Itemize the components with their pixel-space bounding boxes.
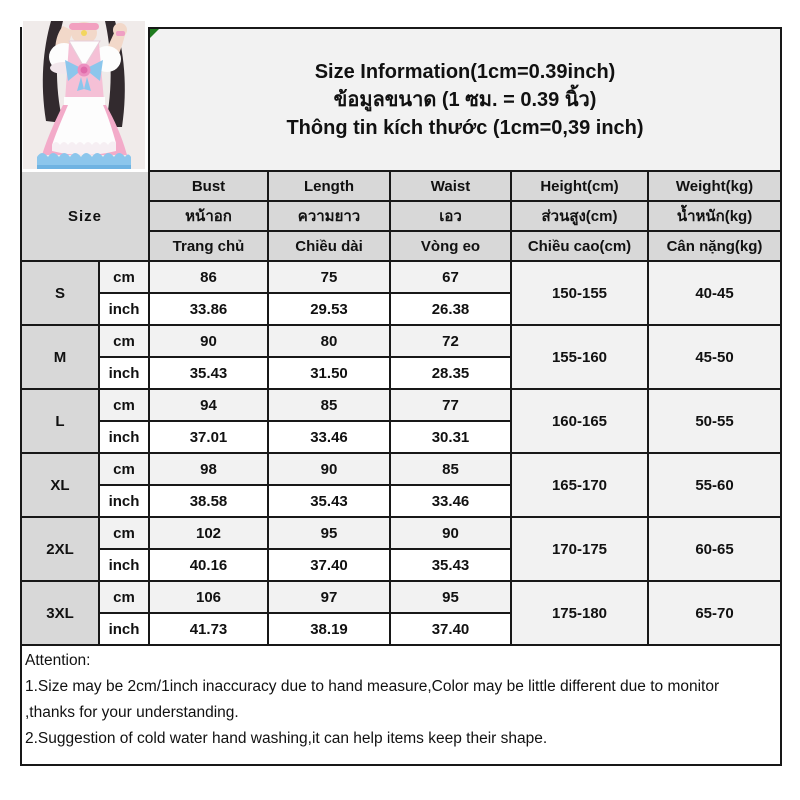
- unit-cell: inch: [99, 357, 149, 389]
- waist-value: 90: [390, 517, 511, 549]
- col-header-bust-th: หน้าอก: [149, 201, 268, 231]
- length-value: 31.50: [268, 357, 390, 389]
- length-value: 80: [268, 325, 390, 357]
- size-row-2xl-cm: [21, 517, 781, 549]
- green-corner-marker-icon: [150, 29, 159, 38]
- col-header-length-en: Length: [268, 171, 390, 201]
- waist-value: 72: [390, 325, 511, 357]
- col-header-height-th: ส่วนสูง(cm): [511, 201, 648, 231]
- length-value: 75: [268, 261, 390, 293]
- attention-heading: Attention:: [25, 652, 91, 669]
- bust-value: 94: [149, 389, 268, 421]
- unit-cell: cm: [99, 261, 149, 293]
- col-header-height-en: Height(cm): [511, 171, 648, 201]
- length-value: 33.46: [268, 421, 390, 453]
- length-value: 37.40: [268, 549, 390, 581]
- length-value: 95: [268, 517, 390, 549]
- size-row-3xl-cm: [21, 581, 781, 613]
- col-header-length-vi: Chiều dài: [268, 231, 390, 261]
- height-range: 150-155: [511, 261, 648, 325]
- weight-range: 45-50: [648, 325, 781, 389]
- size-row-l-cm: [21, 389, 781, 421]
- waist-value: 28.35: [390, 357, 511, 389]
- col-header-waist-th: เอว: [390, 201, 511, 231]
- length-value: 38.19: [268, 613, 390, 645]
- bust-value: 33.86: [149, 293, 268, 325]
- col-header-weight-vi: Cân nặng(kg): [648, 231, 781, 261]
- col-header-waist-vi: Vòng eo: [390, 231, 511, 261]
- attention-note: [21, 645, 781, 765]
- col-header-weight-th: น้ำหนัก(kg): [648, 201, 781, 231]
- attention-row: [21, 645, 781, 765]
- title-cell: [149, 28, 781, 171]
- size-label-cell: S: [21, 261, 99, 325]
- unit-cell: inch: [99, 613, 149, 645]
- waist-value: 26.38: [390, 293, 511, 325]
- height-range: 155-160: [511, 325, 648, 389]
- col-header-height-vi: Chiều cao(cm): [511, 231, 648, 261]
- bust-value: 102: [149, 517, 268, 549]
- length-value: 90: [268, 453, 390, 485]
- col-header-waist-en: Waist: [390, 171, 511, 201]
- size-label-cell: L: [21, 389, 99, 453]
- waist-value: 30.31: [390, 421, 511, 453]
- bust-value: 90: [149, 325, 268, 357]
- col-header-bust-en: Bust: [149, 171, 268, 201]
- waist-value: 95: [390, 581, 511, 613]
- weight-range: 55-60: [648, 453, 781, 517]
- unit-cell: cm: [99, 581, 149, 613]
- size-row-xl-cm: [21, 453, 781, 485]
- bust-value: 106: [149, 581, 268, 613]
- header-row-en: [21, 171, 781, 201]
- weight-range: 60-65: [648, 517, 781, 581]
- size-row-s-cm: [21, 261, 781, 293]
- unit-cell: cm: [99, 517, 149, 549]
- height-range: 175-180: [511, 581, 648, 645]
- height-range: 160-165: [511, 389, 648, 453]
- weight-range: 65-70: [648, 581, 781, 645]
- length-value: 97: [268, 581, 390, 613]
- waist-value: 67: [390, 261, 511, 293]
- attention-line-3: 2.Suggestion of cold water hand washing,it can help items keep their shape.: [25, 730, 548, 747]
- col-header-length-th: ความยาว: [268, 201, 390, 231]
- bust-value: 35.43: [149, 357, 268, 389]
- unit-cell: inch: [99, 485, 149, 517]
- unit-cell: cm: [99, 453, 149, 485]
- unit-cell: cm: [99, 325, 149, 357]
- size-row-m-cm: [21, 325, 781, 357]
- attention-line-1: 1.Size may be 2cm/1inch inaccuracy due to hand measure,Color may be little different due to monitor: [25, 678, 720, 695]
- waist-value: 85: [390, 453, 511, 485]
- weight-range: 50-55: [648, 389, 781, 453]
- col-header-bust-vi: Trang chủ: [149, 231, 268, 261]
- waist-value: 33.46: [390, 485, 511, 517]
- weight-range: 40-45: [648, 261, 781, 325]
- size-header-cell: Size: [21, 171, 149, 261]
- bust-value: 86: [149, 261, 268, 293]
- length-value: 35.43: [268, 485, 390, 517]
- size-label-cell: 2XL: [21, 517, 99, 581]
- waist-value: 35.43: [390, 549, 511, 581]
- size-label-cell: M: [21, 325, 99, 389]
- length-value: 29.53: [268, 293, 390, 325]
- unit-cell: inch: [99, 549, 149, 581]
- unit-cell: inch: [99, 421, 149, 453]
- waist-value: 77: [390, 389, 511, 421]
- unit-cell: inch: [99, 293, 149, 325]
- bust-value: 41.73: [149, 613, 268, 645]
- bust-value: 37.01: [149, 421, 268, 453]
- height-range: 170-175: [511, 517, 648, 581]
- height-range: 165-170: [511, 453, 648, 517]
- bust-value: 40.16: [149, 549, 268, 581]
- page-title-th: ข้อมูลขนาด (1 ซม. = 0.39 นิ้ว): [333, 88, 597, 111]
- bust-value: 98: [149, 453, 268, 485]
- col-header-weight-en: Weight(kg): [648, 171, 781, 201]
- unit-cell: cm: [99, 389, 149, 421]
- length-value: 85: [268, 389, 390, 421]
- size-label-cell: XL: [21, 453, 99, 517]
- page-title-vi: Thông tin kích thước (1cm=0,39 inch): [286, 116, 644, 139]
- waist-value: 37.40: [390, 613, 511, 645]
- size-label-cell: 3XL: [21, 581, 99, 645]
- page-title-en: Size Information(1cm=0.39inch): [314, 60, 616, 83]
- attention-line-2: ,thanks for your understanding.: [25, 704, 239, 721]
- product-photo: [22, 20, 148, 172]
- bust-value: 38.58: [149, 485, 268, 517]
- maid-dress-illustration: [23, 21, 145, 169]
